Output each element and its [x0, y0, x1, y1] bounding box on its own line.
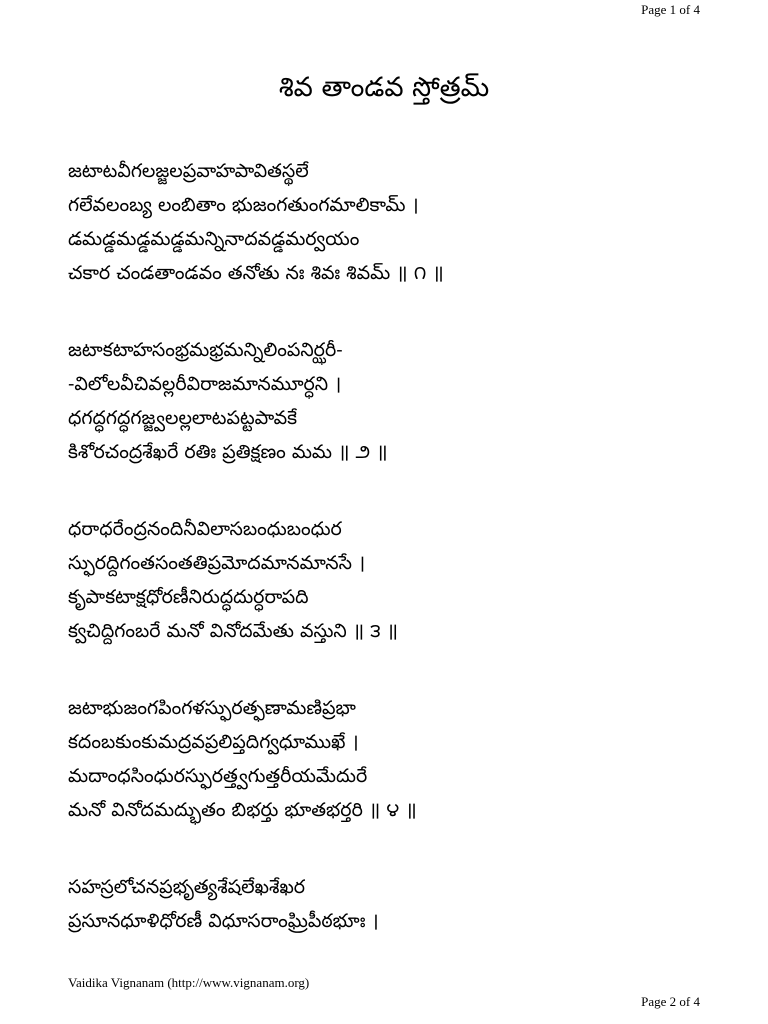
- verse-line: డమడ్డమడ్డమడ్డమన్నినాదవడ్డమర్వయం: [68, 228, 360, 250]
- page-title: శివ తాండవ స్తోత్రమ్: [278, 72, 490, 103]
- verse-line: జటాకటాహసంభ్రమభ్రమన్నిలింపనిర్ఝరీ-: [68, 339, 343, 361]
- verse-3: [68, 512, 708, 648]
- verse-line: జటాభుజంగపింగళస్ఫురత్ఫణామణిప్రభా: [68, 697, 356, 719]
- verse-line: గలేవలంబ్య లంబితాం భుజంగతుంగమాలికామ్ ।: [68, 194, 419, 216]
- page-number-bottom: Page 2 of 4: [641, 994, 700, 1009]
- verse-5: [68, 870, 708, 938]
- verse-line: కదంబకుంకుమద్రవప్రలిప్తదిగ్వధూముఖే ।: [68, 731, 359, 753]
- verse-line: ధగద్ధగద్ధగజ్జ్వలల్లలాటపట్టపావకే: [68, 407, 298, 429]
- verse-1: [68, 154, 708, 290]
- verse-line: చకార చండతాండవం తనోతు నః శివః శివమ్ ॥ ౧ ॥: [68, 262, 444, 284]
- verse-list: [68, 154, 708, 981]
- verse-line: క్వచిద్దిగంబరే మనో వినోదమేతు వస్తుని ॥ ౩ ॥: [68, 620, 398, 642]
- verse-line: జటాటవీగలజ్జలప్రవాహపావితస్థలే: [68, 160, 309, 182]
- verse-line: -విలోలవీచివల్లరీవిరాజమానమూర్ధని ।: [68, 373, 342, 395]
- verse-4: [68, 691, 708, 827]
- verse-2: [68, 333, 708, 469]
- verse-line: మనో వినోదమద్భుతం బిభర్తు భూతభర్తరి ॥ ౪ ॥: [68, 799, 417, 821]
- verse-line: మదాంధసింధురస్ఫురత్త్వగుత్తరీయమేదురే: [68, 765, 368, 787]
- verse-line: ధరాధరేంద్రనందినీవిలాసబంధుబంధుర: [68, 518, 342, 540]
- footer-source: Vaidika Vignanam (http://www.vignanam.org): [68, 975, 310, 990]
- verse-line: సహస్రలోచనప్రభృత్యశేషలేఖశేఖర: [68, 876, 306, 898]
- verse-line: స్ఫురద్దిగంతసంతతిప్రమోదమానమానసే ।: [68, 552, 366, 574]
- verse-line: కిశోరచంద్రశేఖరే రతిః ప్రతిక్షణం మమ ॥ ౨ ॥: [68, 441, 388, 463]
- verse-line: ప్రసూనధూళిధోరణీ విధూసరాంఘ్రిపీఠభూః ।: [68, 910, 379, 932]
- verse-line: కృపాకటాక్షధోరణీనిరుద్ధదుర్ధరాపది: [68, 586, 309, 608]
- page-number-top: Page 1 of 4: [641, 2, 700, 17]
